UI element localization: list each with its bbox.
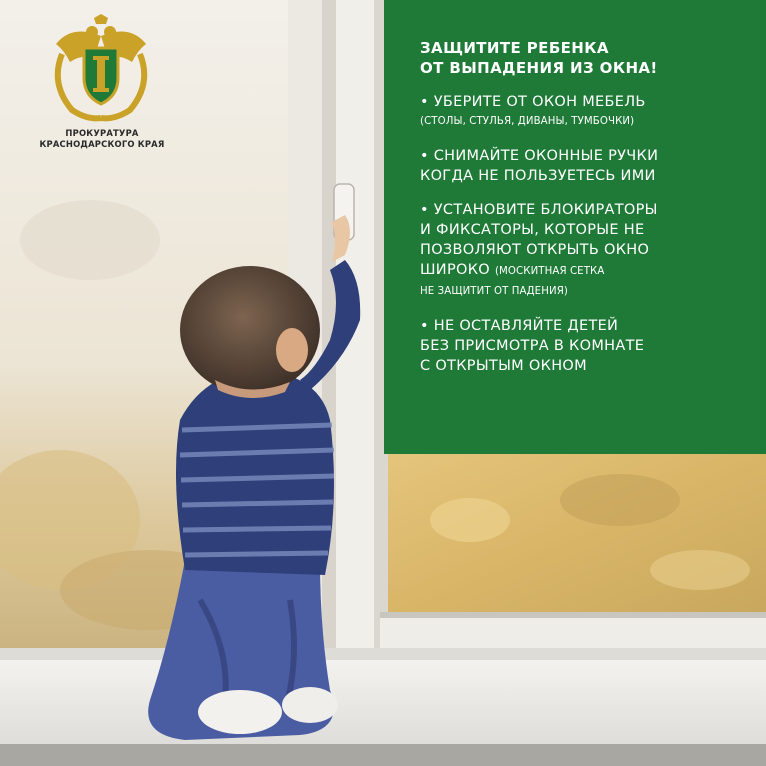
tip-text: БЕЗ ПРИСМОТРА В КОМНАТЕ (420, 338, 645, 354)
safety-tips-panel (384, 0, 766, 454)
tip-note: (МОСКИТНАЯ СЕТКА (494, 266, 605, 277)
tip-remove-handles (420, 146, 756, 186)
panel-title (420, 38, 756, 78)
tip-install-blockers (420, 200, 756, 302)
double-headed-eagle-emblem-icon (42, 14, 160, 122)
tip-supervise-children (420, 316, 756, 376)
tip-text-with-note (420, 260, 756, 282)
tip-text: • СНИМАЙТЕ ОКОННЫЕ РУЧКИ (420, 148, 659, 164)
tip-text: • НЕ ОСТАВЛЯЙТЕ ДЕТЕЙ (420, 318, 619, 334)
prosecutor-logo (20, 14, 180, 164)
organization-name (20, 128, 184, 150)
tip-text: ШИРОКО (420, 262, 491, 278)
tip-remove-furniture (420, 92, 756, 132)
tip-text: С ОТКРЫТЫМ ОКНОМ (420, 358, 587, 374)
tip-text: ПОЗВОЛЯЮТ ОТКРЫТЬ ОКНО (420, 242, 650, 258)
tip-text: • УБЕРИТЕ ОТ ОКОН МЕБЕЛЬ (420, 94, 646, 110)
tip-note: НЕ ЗАЩИТИТ ОТ ПАДЕНИЯ) (420, 286, 568, 297)
panel-title-line1: ЗАЩИТИТЕ РЕБЕНКА (420, 39, 609, 57)
organization-name-line2: КРАСНОДАРСКОГО КРАЯ (39, 139, 165, 149)
tip-text: • УСТАНОВИТЕ БЛОКИРАТОРЫ (420, 202, 658, 218)
tip-text: И ФИКСАТОРЫ, КОТОРЫЕ НЕ (420, 222, 645, 238)
panel-title-line2: ОТ ВЫПАДЕНИЯ ИЗ ОКНА! (420, 59, 658, 77)
organization-name-line1: ПРОКУРАТУРА (65, 128, 139, 138)
tip-text: КОГДА НЕ ПОЛЬЗУЕТЕСЬ ИМИ (420, 168, 656, 184)
tip-note: (СТОЛЫ, СТУЛЬЯ, ДИВАНЫ, ТУМБОЧКИ) (420, 116, 635, 127)
